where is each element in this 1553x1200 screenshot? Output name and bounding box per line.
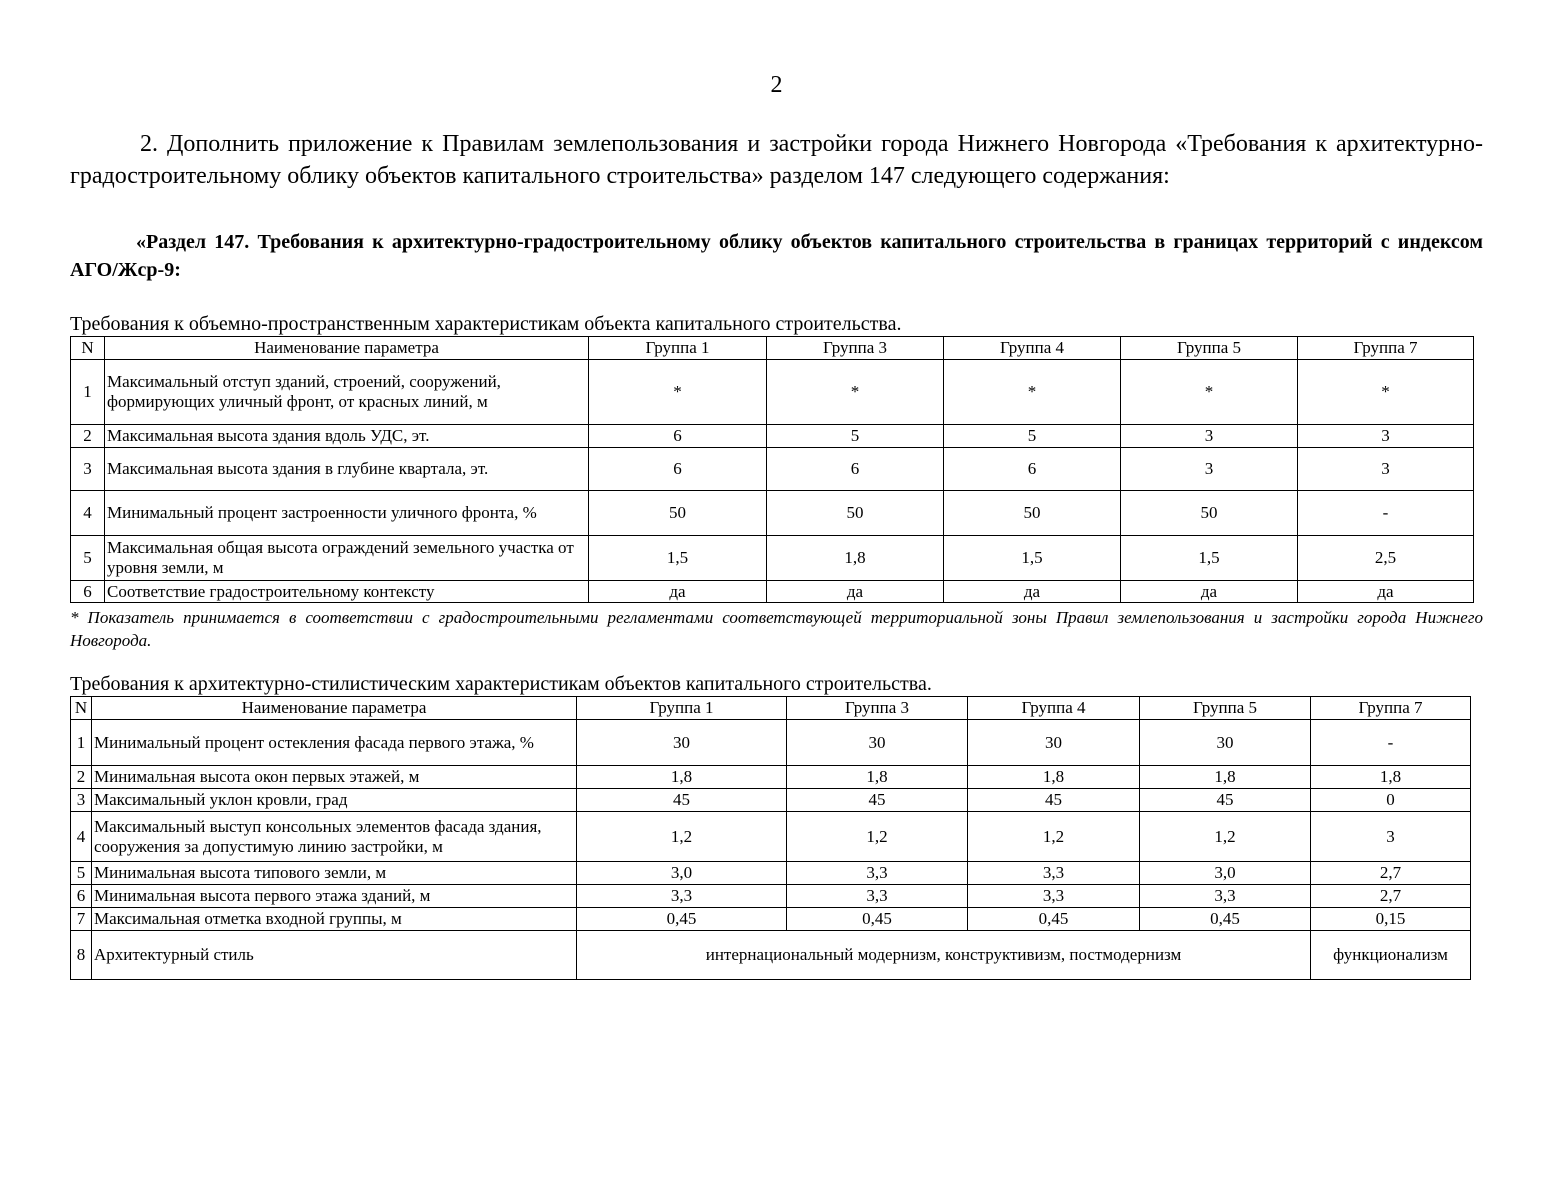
parameter-name: Максимальная отметка входной группы, м — [92, 908, 577, 931]
parameter-name: Минимальная высота окон первых этажей, м — [92, 766, 577, 789]
value-cell: 30 — [968, 720, 1140, 766]
row-number: 3 — [71, 448, 105, 491]
parameter-name: Максимальный выступ консольных элементов фасада здания, сооружения за допустимую линию застройки, м — [92, 812, 577, 862]
value-cell: 3 — [1311, 812, 1471, 862]
value-cell: 1,5 — [1121, 536, 1298, 581]
value-cell: 2,7 — [1311, 885, 1471, 908]
header-parameter: Наименование параметра — [105, 337, 589, 360]
value-cell: 1,8 — [968, 766, 1140, 789]
value-cell: 1,2 — [577, 812, 787, 862]
value-cell: 0,45 — [577, 908, 787, 931]
row-number: 5 — [71, 862, 92, 885]
value-cell: 6 — [589, 448, 767, 491]
value-cell: * — [767, 360, 944, 425]
amendment-paragraph: 2. Дополнить приложение к Правилам землепользования и застройки города Нижнего Новгорода «Требования к архитектурно-градостроительному облику объектов капитального строительства» разделом 147 следующего содержания: — [70, 131, 1483, 189]
header-group-4: Группа 4 — [968, 697, 1140, 720]
parameter-name: Максимальная общая высота ограждений земельного участка от уровня земли, м — [105, 536, 589, 581]
table-row — [71, 862, 1471, 885]
table-row — [71, 766, 1471, 789]
value-cell: 2,5 — [1298, 536, 1474, 581]
parameter-name: Минимальная высота типового земли, м — [92, 862, 577, 885]
table1-footnote: * Показатель принимается в соответствии с градостроительными регламентами соответствующей территориальной зоны Правил землепользования и застройки города Нижнего Новгорода. — [70, 608, 1483, 650]
architectural-style-group7-cell: функционализм — [1311, 931, 1471, 980]
value-cell: 3 — [1298, 425, 1474, 448]
value-cell: 45 — [787, 789, 968, 812]
value-cell: 1,5 — [589, 536, 767, 581]
volume-spatial-requirements-table — [70, 336, 1474, 603]
value-cell: 0,15 — [1311, 908, 1471, 931]
parameter-name: Максимальная высота здания вдоль УДС, эт. — [105, 425, 589, 448]
table-row — [71, 536, 1474, 581]
value-cell: 3,0 — [577, 862, 787, 885]
header-group-7: Группа 7 — [1298, 337, 1474, 360]
value-cell: 50 — [944, 491, 1121, 536]
parameter-name: Максимальный уклон кровли, град — [92, 789, 577, 812]
value-cell: 1,5 — [944, 536, 1121, 581]
value-cell: 50 — [589, 491, 767, 536]
value-cell: 3,3 — [968, 885, 1140, 908]
value-cell: да — [589, 581, 767, 603]
value-cell: 30 — [577, 720, 787, 766]
table-header-row — [71, 337, 1474, 360]
row-number: 7 — [71, 908, 92, 931]
table-row — [71, 491, 1474, 536]
value-cell: * — [1121, 360, 1298, 425]
value-cell: 5 — [767, 425, 944, 448]
value-cell: 50 — [1121, 491, 1298, 536]
value-cell: 3 — [1121, 425, 1298, 448]
row-number: 8 — [71, 931, 92, 980]
table1-caption: Требования к объемно-пространственным характеристикам объекта капитального строительства. — [70, 313, 902, 335]
parameter-name: Минимальный процент остекления фасада первого этажа, % — [92, 720, 577, 766]
value-cell: 30 — [1140, 720, 1311, 766]
header-group-5: Группа 5 — [1140, 697, 1311, 720]
parameter-name: Максимальный отступ зданий, строений, сооружений, формирующих уличный фронт, от красных линий, м — [105, 360, 589, 425]
value-cell: 1,2 — [787, 812, 968, 862]
row-number: 6 — [71, 581, 105, 603]
value-cell: - — [1311, 720, 1471, 766]
value-cell: * — [944, 360, 1121, 425]
value-cell: * — [1298, 360, 1474, 425]
page-number: 2 — [770, 72, 783, 98]
header-group-5: Группа 5 — [1121, 337, 1298, 360]
row-number: 1 — [71, 720, 92, 766]
value-cell: 3,3 — [1140, 885, 1311, 908]
row-number: 2 — [71, 766, 92, 789]
value-cell: 5 — [944, 425, 1121, 448]
value-cell: 1,8 — [1311, 766, 1471, 789]
value-cell: 1,8 — [767, 536, 944, 581]
value-cell: 50 — [767, 491, 944, 536]
value-cell: 1,2 — [1140, 812, 1311, 862]
row-number: 6 — [71, 885, 92, 908]
header-group-1: Группа 1 — [589, 337, 767, 360]
value-cell: 0 — [1311, 789, 1471, 812]
value-cell: да — [767, 581, 944, 603]
value-cell: 3 — [1121, 448, 1298, 491]
value-cell: 3,3 — [968, 862, 1140, 885]
value-cell: * — [589, 360, 767, 425]
table-row — [71, 789, 1471, 812]
header-n: N — [71, 337, 105, 360]
parameter-name: Архитектурный стиль — [92, 931, 577, 980]
value-cell: 45 — [577, 789, 787, 812]
parameter-name: Минимальная высота первого этажа зданий, м — [92, 885, 577, 908]
header-group-7: Группа 7 — [1311, 697, 1471, 720]
value-cell: 3 — [1298, 448, 1474, 491]
table-row — [71, 448, 1474, 491]
architectural-style-merged-cell: интернациональный модернизм, конструктивизм, постмодернизм — [577, 931, 1311, 980]
table-row — [71, 720, 1471, 766]
header-parameter: Наименование параметра — [92, 697, 577, 720]
section-heading: «Раздел 147. Требования к архитектурно-градостроительному облику объектов капитального строительства в границах территорий с индексом АГО/Жср-9: — [70, 231, 1483, 281]
table-row — [71, 812, 1471, 862]
value-cell: 0,45 — [968, 908, 1140, 931]
value-cell: 1,8 — [787, 766, 968, 789]
row-number: 4 — [71, 812, 92, 862]
value-cell: 1,8 — [577, 766, 787, 789]
parameter-name: Минимальный процент застроенности уличного фронта, % — [105, 491, 589, 536]
value-cell: да — [1298, 581, 1474, 603]
table-row-style — [71, 931, 1471, 980]
value-cell: 45 — [1140, 789, 1311, 812]
value-cell: 6 — [589, 425, 767, 448]
value-cell: 45 — [968, 789, 1140, 812]
header-group-4: Группа 4 — [944, 337, 1121, 360]
header-group-1: Группа 1 — [577, 697, 787, 720]
value-cell: - — [1298, 491, 1474, 536]
value-cell: 3,3 — [577, 885, 787, 908]
parameter-name: Соответствие градостроительному контексту — [105, 581, 589, 603]
header-group-3: Группа 3 — [787, 697, 968, 720]
value-cell: 1,2 — [968, 812, 1140, 862]
value-cell: 3,0 — [1140, 862, 1311, 885]
value-cell: да — [1121, 581, 1298, 603]
header-n: N — [71, 697, 92, 720]
value-cell: 3,3 — [787, 885, 968, 908]
architectural-style-requirements-table — [70, 696, 1471, 980]
value-cell: 30 — [787, 720, 968, 766]
value-cell: 0,45 — [1140, 908, 1311, 931]
value-cell: 3,3 — [787, 862, 968, 885]
header-group-3: Группа 3 — [767, 337, 944, 360]
table-row — [71, 908, 1471, 931]
row-number: 2 — [71, 425, 105, 448]
row-number: 5 — [71, 536, 105, 581]
value-cell: 6 — [944, 448, 1121, 491]
table-row — [71, 360, 1474, 425]
table-header-row — [71, 697, 1471, 720]
value-cell: 1,8 — [1140, 766, 1311, 789]
row-number: 1 — [71, 360, 105, 425]
value-cell: 6 — [767, 448, 944, 491]
row-number: 3 — [71, 789, 92, 812]
value-cell: да — [944, 581, 1121, 603]
table-row — [71, 885, 1471, 908]
parameter-name: Максимальная высота здания в глубине квартала, эт. — [105, 448, 589, 491]
value-cell: 2,7 — [1311, 862, 1471, 885]
value-cell: 0,45 — [787, 908, 968, 931]
table2-caption: Требования к архитектурно-стилистическим характеристикам объектов капитального строительства. — [70, 673, 932, 695]
row-number: 4 — [71, 491, 105, 536]
table-row — [71, 425, 1474, 448]
table-row — [71, 581, 1474, 603]
